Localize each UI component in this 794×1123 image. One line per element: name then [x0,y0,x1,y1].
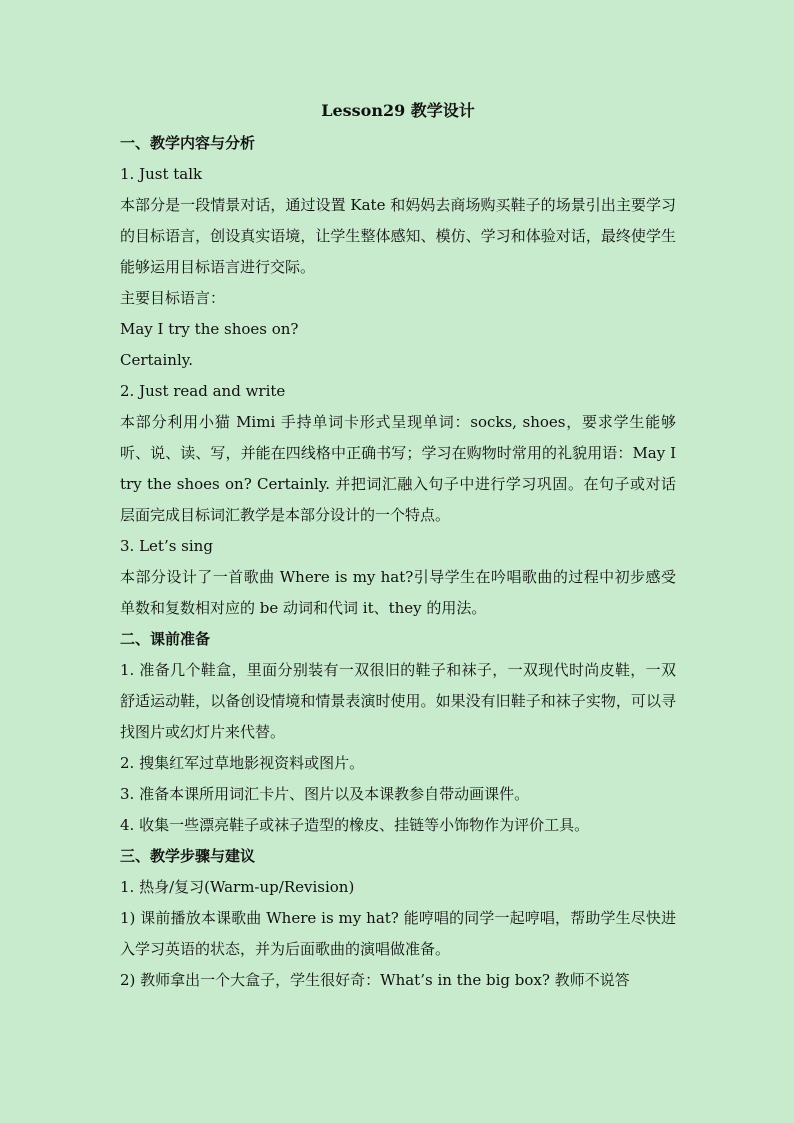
paragraph: 1) 课前播放本课歌曲 Where is my hat? 能哼唱的同学一起哼唱，帮助学生尽快进入学习英语的状态，并为后面歌曲的演唱做准备。 [120,909,676,958]
text-line: May I try the shoes on? [120,320,299,338]
subsection-heading: 2. Just read and write [120,382,286,400]
text-line: 4. 收集一些漂亮鞋子或袜子造型的橡皮、挂链等小饰物作为评价工具。 [120,816,590,834]
paragraph: 本部分设计了一首歌曲 Where is my hat?引导学生在吟唱歌曲的过程中初步感受单数和复数相对应的 be 动词和代词 it、they 的用法。 [120,568,676,617]
subsection-heading: 1. 热身/复习(Warm-up/Revision) [120,878,355,896]
text-line: 2. 搜集红军过草地影视资料或图片。 [120,754,365,772]
text-line: 主要目标语言： [120,289,226,307]
text-line: 2) 教师拿出一个大盒子，学生很好奇：What’s in the big box? 教师不说答 [120,971,630,989]
document-title: Lesson29 教学设计 [321,101,475,120]
section-heading: 一、教学内容与分析 [120,134,256,152]
section-heading: 二、课前准备 [120,630,211,648]
section-heading: 三、教学步骤与建议 [120,847,256,865]
text-line: Certainly. [120,351,194,369]
subsection-heading: 1. Just talk [120,165,203,183]
paragraph: 本部分利用小猫 Mimi 手持单词卡形式呈现单词：socks, shoes，要求学生能够听、说、读、写，并能在四线格中正确书写；学习在购物时常用的礼貌用语：May I try the shoes on? Certainly. 并把词汇融入句子中进行学习巩固。在句子或对话层面完成目标词汇教学是本部分设计的一个特点。 [120,413,676,524]
text-line: 3. 准备本课所用词汇卡片、图片以及本课教参自带动画课件。 [120,785,530,803]
paragraph: 1. 准备几个鞋盒，里面分别装有一双很旧的鞋子和袜子，一双现代时尚皮鞋，一双舒适运动鞋，以备创设情境和情景表演时使用。如果没有旧鞋子和袜子实物，可以寻找图片或幻灯片来代替。 [120,661,676,741]
paragraph: 本部分是一段情景对话，通过设置 Kate 和妈妈去商场购买鞋子的场景引出主要学习的目标语言，创设真实语境，让学生整体感知、模仿、学习和体验对话，最终使学生能够运用目标语言进行交际。 [120,196,676,276]
subsection-heading: 3. Let’s sing [120,537,213,555]
